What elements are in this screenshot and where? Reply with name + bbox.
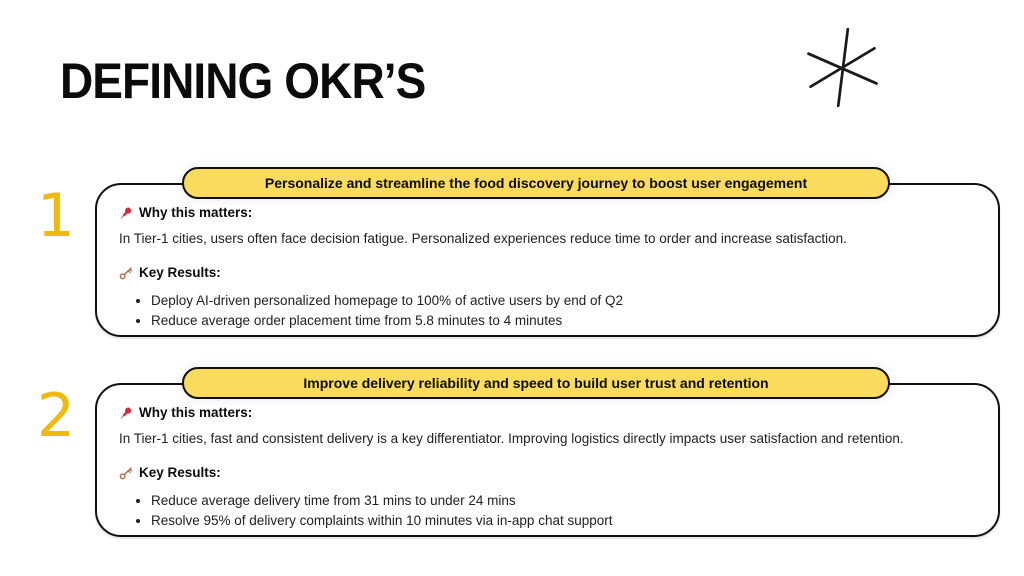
okr-2-kr-item: • Resolve 95% of delivery complaints within 10 minutes via in-app chat support [151,512,974,529]
okr-1-kr-item: • Reduce average order placement time from 5.8 minutes to 4 minutes [151,312,974,329]
okr-1-why-label: Why this matters: [139,205,253,220]
okr-1-why-text: In Tier-1 cities, users often face decision fatigue. Personalized experiences reduce time to order and increase satisfaction. [119,231,847,247]
okr-2-objective-text: Improve delivery reliability and speed to build user trust and retention [303,375,769,391]
okr-2-number: 2 [36,381,76,451]
okr-2-why-text: In Tier-1 cities, fast and consistent delivery is a key differentiator. Improving logistics directly impacts user satisfaction and retention. [119,431,904,447]
pushpin-icon [119,206,133,220]
okr-2-kr-heading [119,465,974,481]
okr-1-kr-heading [119,265,974,281]
okr-1-kr-item: • Deploy AI-driven personalized homepage to 100% of active users by end of Q2 [151,292,974,309]
okr-2-objective-pill [182,367,890,399]
okr-1-kr-list [119,292,974,330]
pushpin-icon [119,406,133,420]
page-title: DEFINING OKR’S [60,53,426,109]
asterisk-doodle-icon [800,25,885,110]
key-icon [119,266,133,280]
okr-1-objective-pill [182,167,890,199]
okr-1-objective-text: Personalize and streamline the food discovery journey to boost user engagement [264,175,808,191]
okr-2-kr-item: • Reduce average delivery time from 31 mins to under 24 mins [151,492,974,509]
okr-1-kr-label: Key Results: [139,264,221,280]
okr-1-content [97,185,998,329]
okr-2-kr-label: Key Results: [139,464,221,480]
okr-1-number: 1 [36,181,76,251]
okr-2-content [97,385,998,529]
okr-2-why-label: Why this matters: [139,405,253,420]
okr-2-why-heading [119,405,974,421]
okr-2-kr-list [119,492,974,530]
okr-card-1 [95,175,1000,337]
key-icon [119,466,133,480]
okr-1-why-heading [119,205,974,221]
okr-card-2 [95,375,1000,537]
